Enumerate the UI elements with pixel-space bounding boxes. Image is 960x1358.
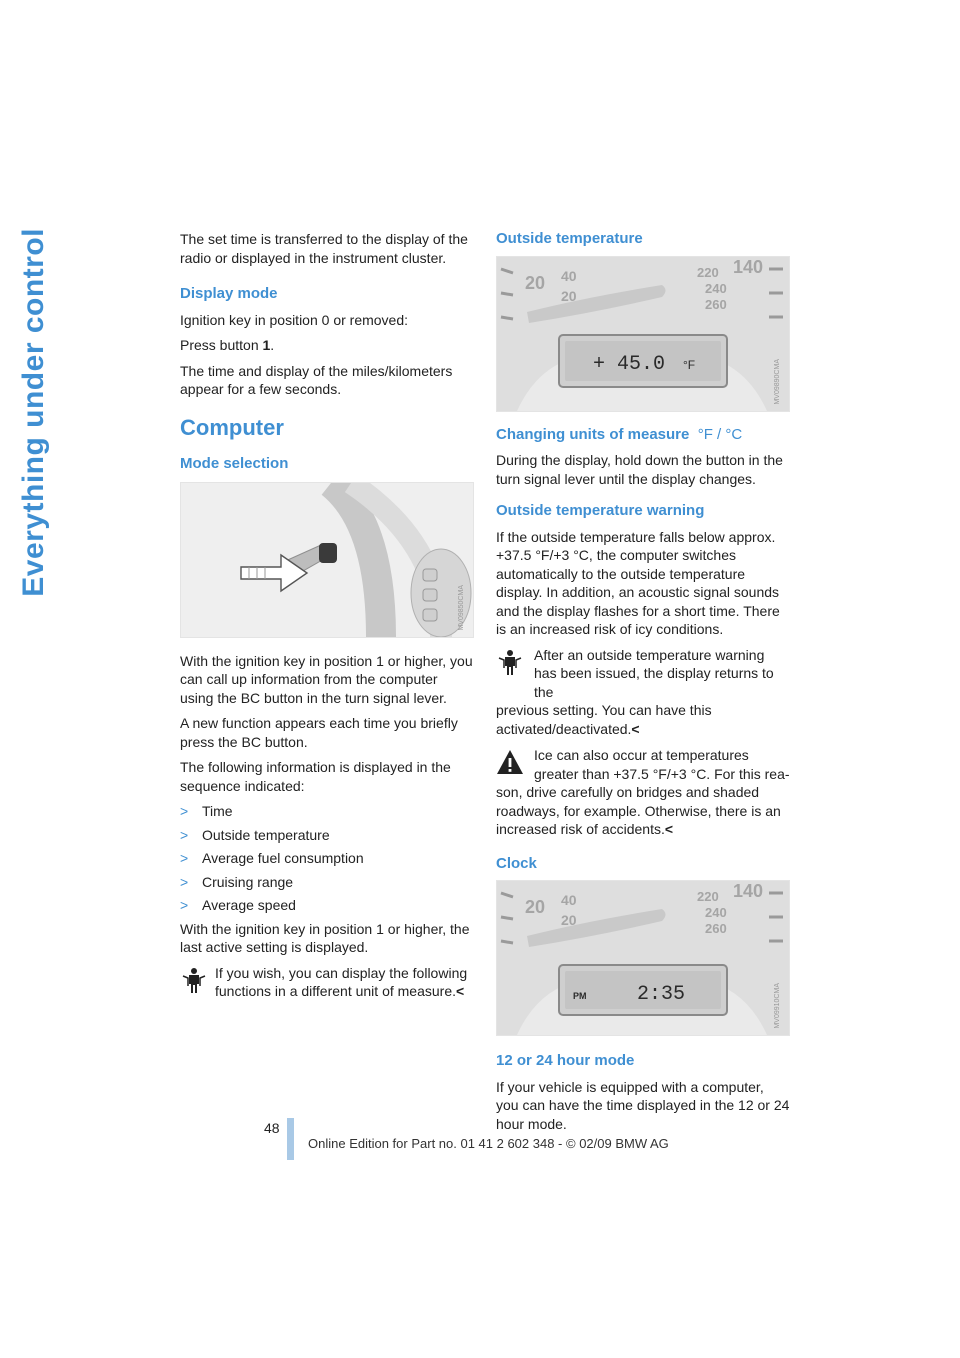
display-mode-p1: Ignition key in position 0 or removed:: [180, 311, 409, 328]
outside-temp-heading: Outside temperature: [496, 230, 643, 247]
clock-figure: [496, 880, 790, 1036]
gauge-label: 20: [525, 897, 546, 917]
instrument-cluster-illustration: [497, 257, 789, 411]
chapter-side-tab: [14, 228, 54, 828]
mode-selection-p1: With the ignition key in position 1 or higher, you can call up information from the computer using the BC button in the turn signal lever.: [180, 652, 473, 706]
gauge-label: 260: [705, 921, 727, 936]
gauge-label: 140: [733, 881, 764, 901]
list-item: > Average fuel consumption: [180, 850, 364, 866]
intro-paragraph: The set time is transferred to the display of the radio or displayed in the instrument cluster.: [180, 231, 468, 266]
left-column: [180, 230, 474, 1001]
footer-edition-text: Online Edition for Part no. 01 41 2 602 348 - © 02/09 BMW AG: [308, 1136, 669, 1151]
page-number: 48: [264, 1120, 280, 1136]
gauge-label: 20: [525, 272, 546, 293]
list-item: > Time: [180, 803, 233, 819]
figure-code: MV09910CMA: [773, 983, 781, 1029]
warning-triangle-icon: [496, 748, 524, 776]
gauge-label: 20: [561, 287, 577, 304]
computer-heading: Computer: [180, 414, 284, 440]
gauge-label: 240: [705, 280, 727, 296]
clock-readout: 2:35: [637, 983, 686, 1006]
unit-note: If you wish, you can display the following functions in a different unit of measure.<: [180, 964, 474, 1001]
mode-selection-heading: Mode selection: [180, 455, 289, 472]
hour-mode-heading: 12 or 24 hour mode: [496, 1052, 635, 1069]
temp-warning-p1: If the outside temperature falls below approx. +37.5 °F/+3 °C, the computer switches automatically to the outside temperature display. In addition, an acoustic signal sounds and the display flashes for a short time. There is an increased risk of icy conditions.: [496, 528, 780, 637]
display-mode-heading: Display mode: [180, 285, 278, 302]
turn-signal-lever-illustration: [181, 483, 473, 637]
gauge-label: 220: [697, 889, 719, 904]
hour-mode-p1: If your vehicle is equipped with a computer, you can have the time displayed in the 12 or 24 hour mode.: [496, 1078, 790, 1132]
right-column: [496, 230, 790, 1140]
pm-indicator: PM: [573, 991, 587, 1001]
figure-code: MV09850CMA: [457, 584, 465, 631]
temperature-unit: °F: [683, 357, 696, 372]
clock-display-illustration: [497, 881, 789, 1035]
mode-selection-p2: A new function appears each time you briefly press the BC button.: [180, 715, 458, 750]
gauge-label: 260: [705, 296, 727, 312]
clock-heading: Clock: [496, 854, 537, 872]
mode-selection-p3: The following information is displayed in the sequence indicated:: [180, 759, 451, 794]
display-mode-p3: The time and display of the miles/kilometers appear for a few seconds.: [180, 362, 453, 397]
units-p1: During the display, hold down the button in the turn signal lever until the display changes.: [496, 452, 783, 487]
display-mode-p2: Press button 1.: [180, 337, 275, 353]
figure-code: MV09890CMA: [773, 358, 781, 405]
person-note-icon: [180, 966, 208, 994]
gauge-label: 140: [733, 256, 764, 277]
gauge-label: 40: [561, 892, 577, 908]
warning-note-caution: Ice can also occur at temperatures greater than +37.5 °F/+3 °C. For this rea- son, drive carefully on bridges and shaded roadways, for example. Otherwise, there is an increased risk of accidents.<: [496, 747, 790, 837]
turn-signal-lever-figure: [180, 482, 474, 638]
chapter-title: Everything under control: [17, 228, 50, 597]
temperature-readout: + 45.0: [593, 352, 666, 376]
gauge-label: 240: [705, 905, 727, 920]
gauge-label: 20: [561, 912, 577, 928]
units-heading: Changing units of measure °F / °C: [496, 425, 743, 443]
warning-note-person: After an outside temperature warning has been issued, the display returns to the previous setting. You can have this activated/deactivated.<: [496, 646, 774, 737]
info-sequence-list: [180, 802, 474, 915]
list-item: > Outside temperature: [180, 826, 330, 843]
footer-accent-bar: [287, 1118, 294, 1160]
outside-temp-figure: [496, 256, 790, 412]
list-item: > Cruising range: [180, 873, 294, 890]
mode-selection-p4: With the ignition key in position 1 or higher, the last active setting is displayed.: [180, 920, 470, 955]
gauge-label: 40: [561, 267, 577, 284]
gauge-label: 220: [697, 264, 719, 280]
list-item: > Average speed: [180, 897, 296, 913]
person-note-icon: [496, 648, 524, 676]
temp-warning-heading: Outside temperature warning: [496, 502, 705, 519]
